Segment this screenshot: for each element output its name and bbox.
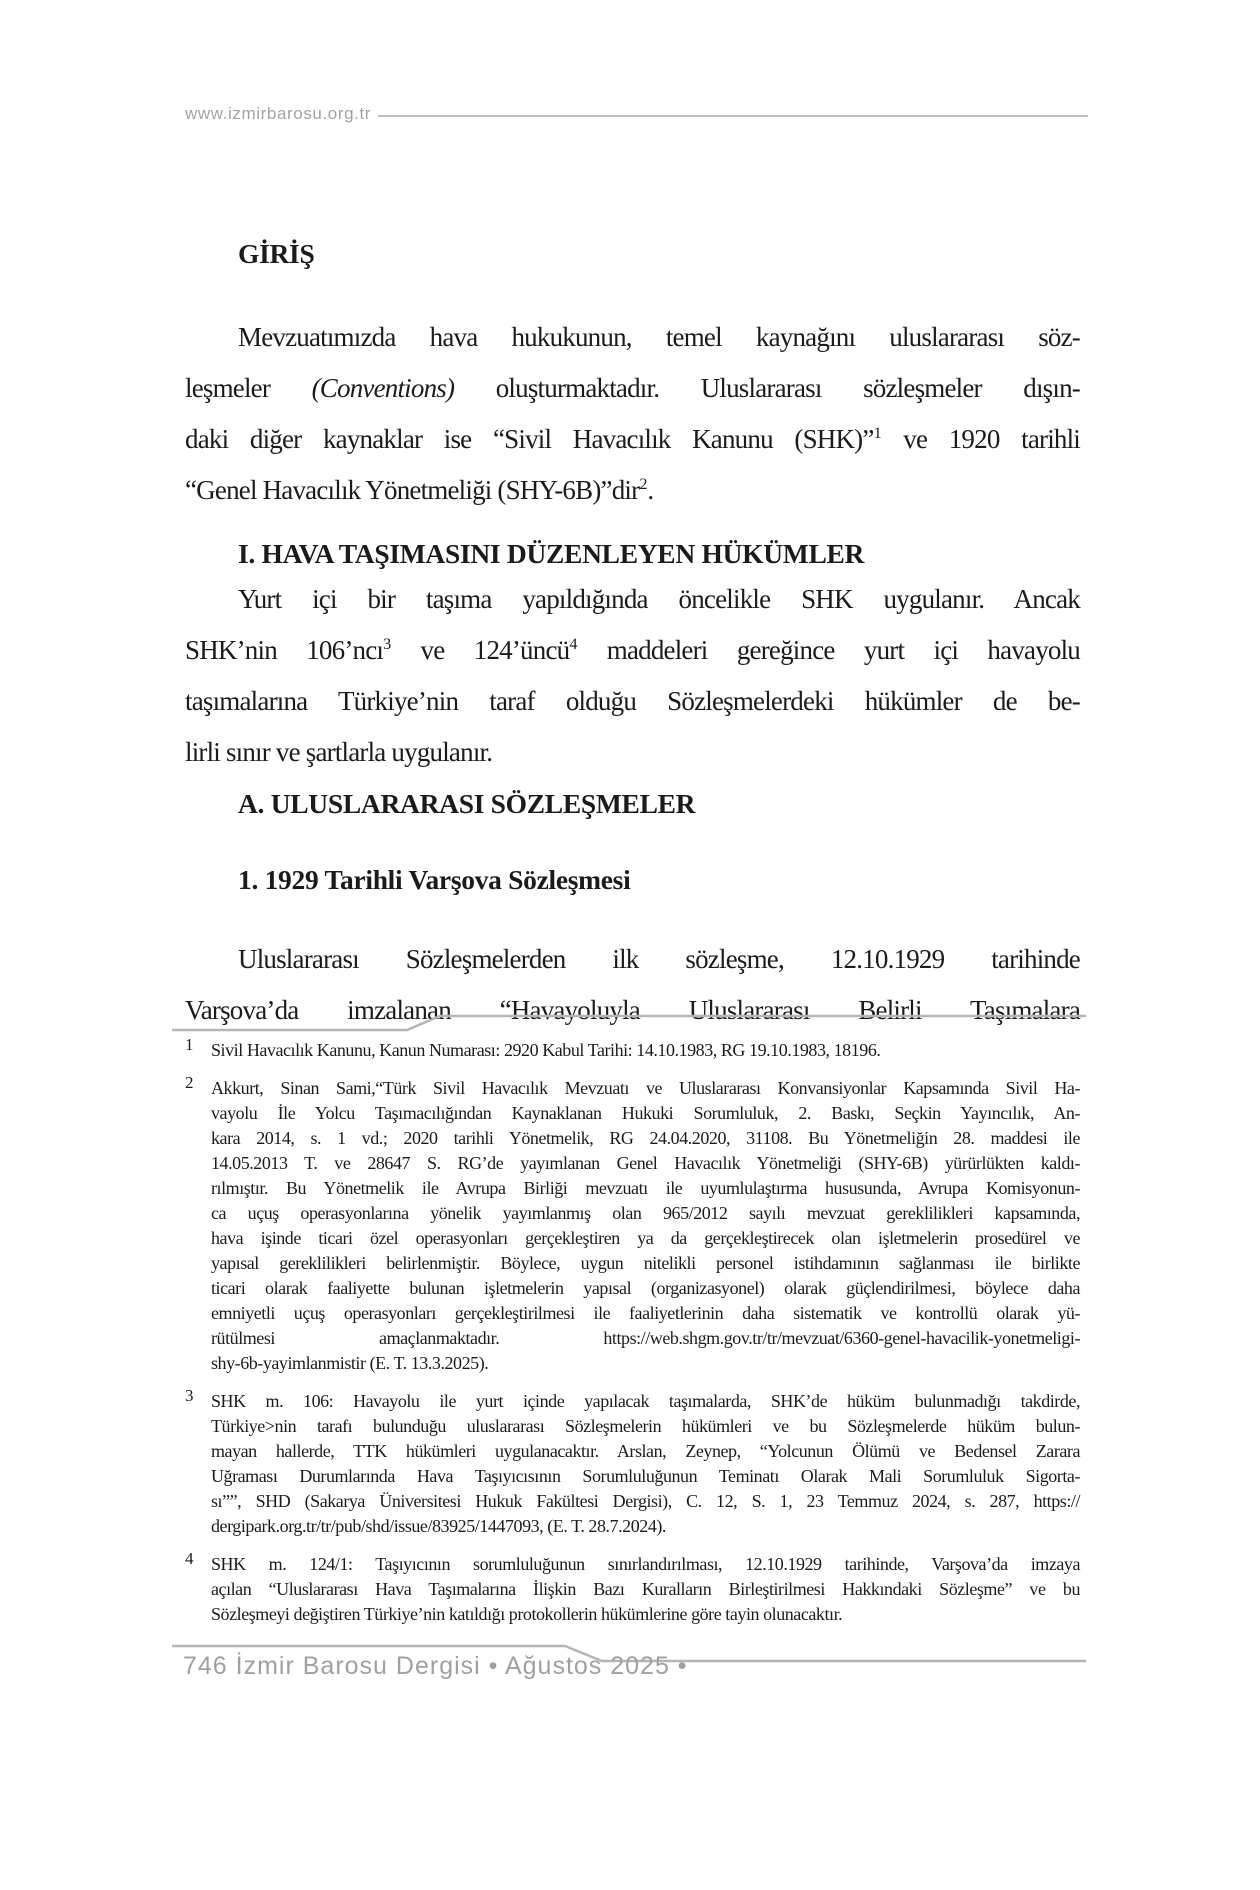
paragraph-varsova: Uluslararası Sözleşmelerden ilk sözleşme, 12.10.1929 tarihinde Varşova’da imzalanan “Havayoluyla Uluslararası Belirli Taşımalara (185, 944, 1080, 1025)
section-title-giris: GİRİŞ (238, 238, 315, 269)
heading-1-1929-varsova: 1. 1929 Tarihli Varşova Sözleşmesi (238, 864, 631, 895)
footnote-2-text: Akkurt, Sinan Sami,“Türk Sivil Havacılık Mevzuatı ve Uluslararası Konvansiyonlar Kapsamında Sivil Ha- vayolu İle Yolcu Taşımacılığından Kaynaklanan Hukuki Sorumluluk, 2. Baskı, Seçkin Yayıncılık, An- kara 2014, s. 1 vd.; 2020 tarihli Yönetmelik, RG 24.04.2020, 31108. Bu Yönetmeliğin 28. maddesi ile 14.05.2013 T. ve 28647 S. RG’de yayımlanan Genel Havacılık Yönetmeliği (SHY-6B) yürürlükten kaldı- rılmıştır. Bu Yönetmelik ile Avrupa Birliği mevzuatı ile uyumlulaştırma hususunda, Avrupa Komisyonun- ca uçuş operasyonlarına yönelik yayımlanmış olan 965/2012 sayılı mevzuat gereklilikleri kapsamında, hava işinde ticari özel operasyonları gerçekleştiren ya da gerçekleştirecek olan işletmelerin prosedürel ve yapısal gereklilikleri belirlenmiştir. Böylece, uygun nitelikli personel istihdamının sağlanması ile birlikte ticari olarak faaliyette bulunan işletmelerin yapısal (organizasyonel) olarak güçlendirilmesi, böylece daha emniyetli uçuş operasyonları gerçekleştirilmesi ile faaliyetlerinin daha sistematik ve kontrollü olarak yü- rütülmesi amaçlanmaktadır. https://web.shgm.gov.tr/tr/mevzuat/6360-genel-havacilik-yonetmeligi- shy-6b-yayimlanmistir (E. T. 13.3.2025). (211, 1078, 1080, 1373)
heading-a-uluslararasi: A. ULUSLARARASI SÖZLEŞMELER (238, 788, 696, 819)
footnote-4-marker: 4 (185, 1549, 194, 1568)
footnote-2-marker: 2 (185, 1073, 194, 1092)
site-url: www.izmirbarosu.org.tr (185, 104, 372, 123)
footnote-1-marker: 1 (185, 1035, 194, 1054)
footnote-3 (185, 1386, 1080, 1539)
intro-paragraph: Mevzuatımızda hava hukukunun, temel kaynağını uluslararası söz- leşmeler (Conventions) oluşturmaktadır. Uluslararası sözleşmeler dışın- daki diğer kaynaklar ise “Sivil Havacılık Kanunu (SHK)”$^1$ ve 1920 tarihli “Genel Havacılık Yönetmeliği (SHY-6B)”dir$^2$. (185, 322, 1080, 505)
footnote-4 (185, 1549, 1080, 1627)
footnote-1 (185, 1035, 1080, 1063)
footnotes-section (185, 1035, 1080, 1640)
header-rule (378, 115, 1088, 117)
footnote-1-text: Sivil Havacılık Kanunu, Kanun Numarası: 2920 Kabul Tarihi: 14.10.1983, RG 19.10.1983, 18196. (211, 1040, 881, 1060)
heading-1-hava-tasimasini: I. HAVA TAŞIMASINI DÜZENLEYEN HÜKÜMLER (238, 538, 865, 569)
footnote-3-marker: 3 (185, 1386, 194, 1405)
page-footer: 746 İzmir Barosu Dergisi • Ağustos 2025 • (183, 1652, 688, 1680)
footnote-2 (185, 1073, 1080, 1376)
footnote-3-text: SHK m. 106: Havayolu ile yurt içinde yapılacak taşımalarda, SHK’de hüküm bulunmadığı takdirde, Türkiye>nin tarafı bulunduğu uluslararası Sözleşmelerin hükümleri ve bu Sözleşmelerde hüküm bulun- mayan hallerde, TTK hükümleri uygulanacaktır. Arslan, Zeynep, “Yolcunun Ölümü ve Bedensel Zarara Uğraması Durumlarında Hava Taşıyıcısının Sorumluluğunun Teminatı Olarak Mali Sorumluluk Sigorta- sı””, SHD (Sakarya Üniversitesi Hukuk Fakültesi Dergisi), C. 12, S. 1, 23 Temmuz 2024, s. 287, https:// dergipark.org.tr/tr/pub/shd/issue/83925/1447093, (E. T. 28.7.2024). (211, 1391, 1080, 1536)
paragraph-yurt-ici: Yurt içi bir taşıma yapıldığında öncelikle SHK uygulanır. Ancak SHK’nin 106’ncı$^3$ ve 124’üncü$^4$ maddeleri gereğince yurt içi havayolu taşımalarına Türkiye’nin taraf olduğu Sözleşmelerdeki hükümler de be- lirli sınır ve şartlarla uygulanır. (185, 584, 1081, 767)
footnote-4-text: SHK m. 124/1: Taşıyıcının sorumluluğunun sınırlandırılması, 12.10.1929 tarihinde, Varşova’da imzaya açılan “Uluslararası Hava Taşımalarına İlişkin Bazı Kuralların Birleştirilmesi Hakkındaki Sözleşme” ve bu Sözleşmeyi değiştiren Türkiye’nin katıldığı protokollerin hükümlerine göre tayin olunacaktır. (211, 1554, 1080, 1624)
footnote-separator-rule (170, 1006, 1090, 1034)
page-header (185, 104, 1088, 124)
